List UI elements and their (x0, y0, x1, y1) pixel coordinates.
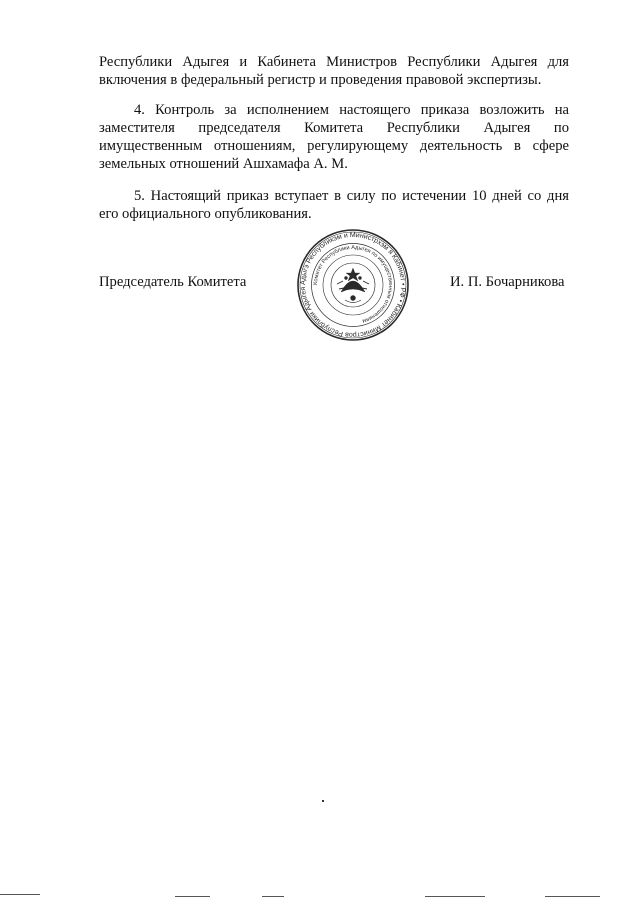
paragraph-4: 4. Контроль за исполнением настоящего приказа возложить на заместителя председателя Комитета Республики Адыгея по имущественным отношениям, регулирующему деятельность в сфере земельных отношений Ашхамафа А. М. (99, 102, 569, 172)
scan-artifact-line (0, 894, 40, 895)
scan-artifact-line (425, 896, 485, 897)
paragraph-continuation: Республики Адыгея и Кабинета Министров Республики Адыгея для включения в федеральный регистр и проведения правовой экспертизы. (99, 54, 569, 88)
stray-mark (322, 800, 324, 802)
scan-artifact-line (545, 896, 600, 897)
emblem-icon (331, 263, 375, 307)
signatory-name: И. П. Бочарникова (450, 274, 565, 290)
seal-outer-text: Адыгэ Республикэм и Министрхэм я Кабинет • РФ • Кабинет Министров Республики Адыгея (299, 231, 407, 339)
scan-artifact-line (175, 896, 210, 897)
scan-artifact-line (262, 896, 284, 897)
seal-inner-text: Комитет Республики Адыгея по имущественным отношениям (312, 244, 394, 324)
paragraph-5: 5. Настоящий приказ вступает в силу по истечении 10 дней со дня его официального опубликования. (99, 188, 569, 222)
official-seal (296, 228, 410, 342)
signatory-role: Председатель Комитета (99, 274, 247, 290)
